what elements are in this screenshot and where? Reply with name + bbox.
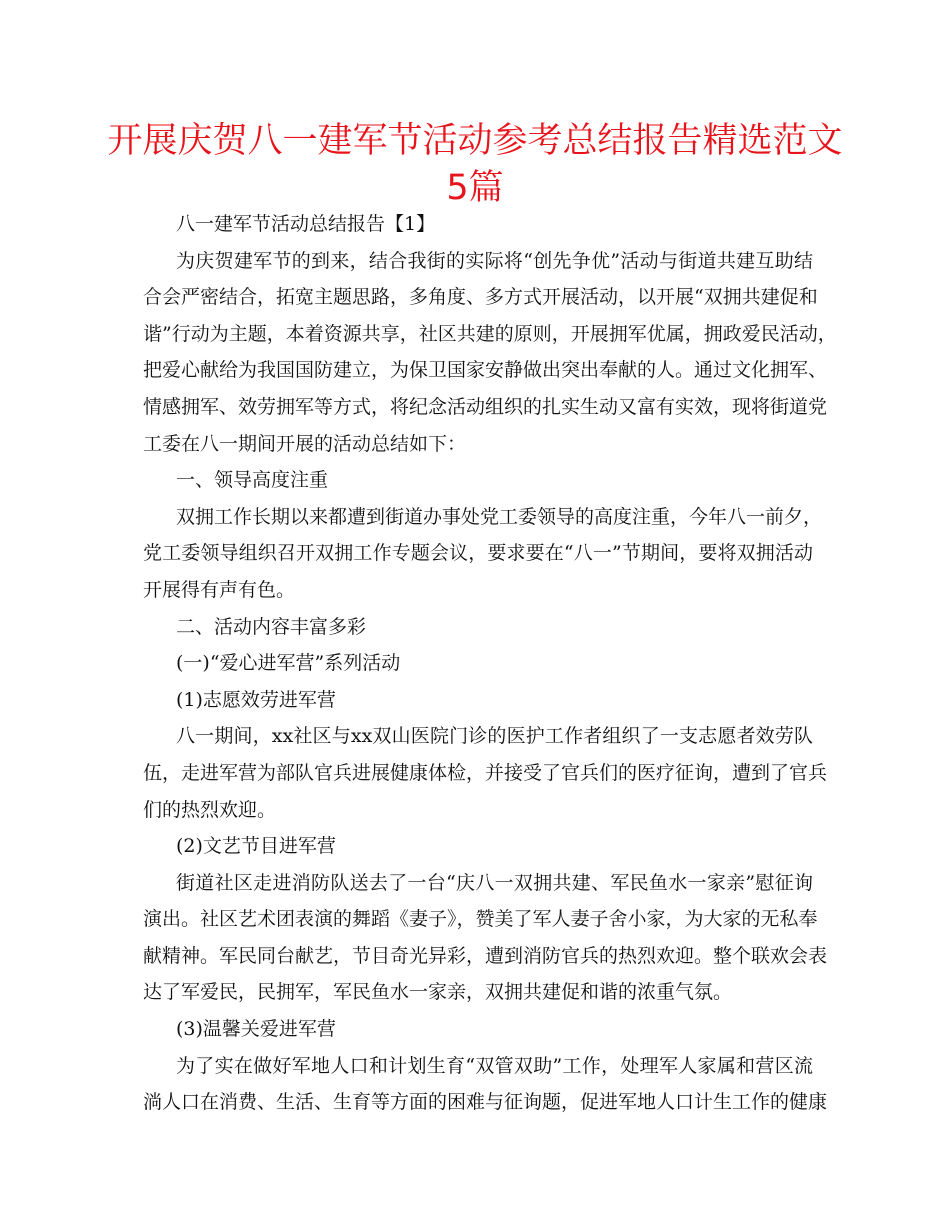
body-line: 二、活动内容丰富多彩 xyxy=(176,615,367,638)
document-body xyxy=(143,206,837,1121)
body-line: 八一期间，xx社区与xx双山医院门诊的医护工作者组织了一支志愿者效劳队 xyxy=(176,725,813,748)
body-line: 把爱心献给为我国国防建立，为保卫国家安静做出突出奉献的人。通过文化拥军、 xyxy=(143,359,828,382)
body-line: 党工委领导组织召开双拥工作专题会议，要求要在“八一”节期间，要将双拥活动 xyxy=(143,542,813,565)
body-line: 达了军爱民，民拥军，军民鱼水一家亲，双拥共建促和谐的浓重气氛。 xyxy=(143,981,733,1004)
body-line: 一、领导高度注重 xyxy=(176,469,329,492)
body-line: 双拥工作长期以来都遭到街道办事处党工委领导的高度注重，今年八一前夕， xyxy=(176,505,823,528)
body-line: 合会严密结合，拓宽主题思路，多角度、多方式开展活动，以开展“双拥共建促和 xyxy=(143,286,818,309)
title-line-2: 5篇 xyxy=(446,168,504,208)
body-line: 工委在八一期间开展的活动总结如下： xyxy=(143,432,467,455)
body-line: (2)文艺节目进军营 xyxy=(176,835,336,858)
body-line: 献精神。军民同台献艺，节目奇光异彩，遭到消防官兵的热烈欢迎。整个联欢会表 xyxy=(143,944,828,967)
body-line: 开展得有声有色。 xyxy=(143,578,296,601)
body-line: 们的热烈欢迎。 xyxy=(143,798,277,821)
body-line: (一)“爱心进军营”系列活动 xyxy=(176,652,401,675)
document-title xyxy=(100,118,850,212)
body-line: (1)志愿效劳进军营 xyxy=(176,688,336,711)
body-line: (3)温馨关爱进军营 xyxy=(176,1018,336,1041)
body-line: 谐”行动为主题，本着资源共享，社区共建的原则，开展拥军优属，拥政爱民活动， xyxy=(143,322,837,345)
body-line: 街道社区走进消防队送去了一台“庆八一双拥共建、军民鱼水一家亲”慰征询 xyxy=(176,871,813,894)
body-line: 情感拥军、效劳拥军等方式，将纪念活动组织的扎实生动又富有实效，现将街道党 xyxy=(143,395,828,418)
title-line-1: 开展庆贺八一建军节活动参考总结报告精选范文 xyxy=(107,121,843,161)
body-line: 为了实在做好军地人口和计划生育“双管双助”工作，处理军人家属和营区流 xyxy=(176,1054,813,1077)
body-line: 伍，走进军营为部队官兵进展健康体检，并接受了官兵们的医疗征询，遭到了官兵 xyxy=(143,761,828,784)
body-line: 演出。社区艺术团表演的舞蹈《妻子》，赞美了军人妻子舍小家，为大家的无私奉 xyxy=(143,908,818,931)
body-line: 淌人口在消费、生活、生育等方面的困难与征询题，促进军地人口计生工作的健康 xyxy=(143,1091,828,1114)
body-line: 八一建军节活动总结报告【1】 xyxy=(176,213,436,235)
body-line: 为庆贺建军节的到来，结合我街的实际将“创先争优”活动与街道共建互助结 xyxy=(176,249,813,272)
